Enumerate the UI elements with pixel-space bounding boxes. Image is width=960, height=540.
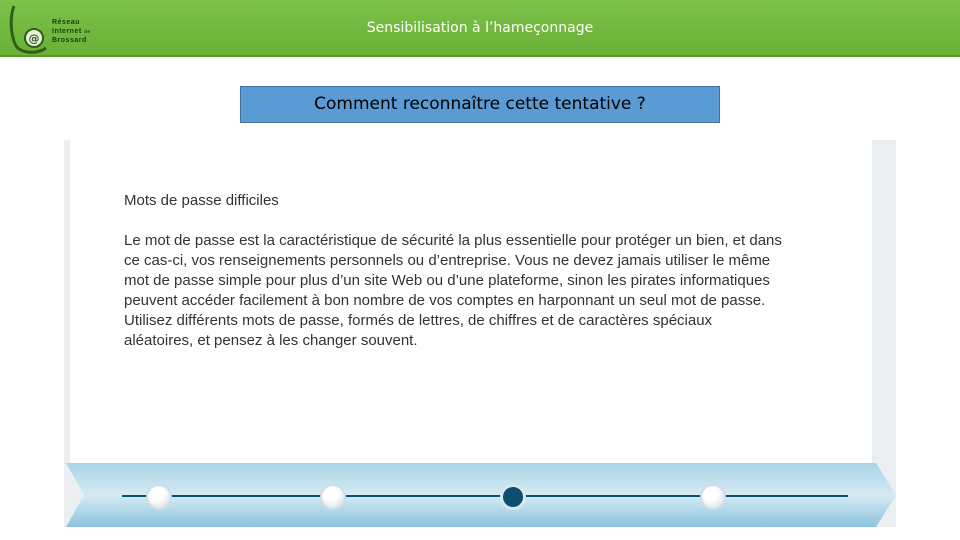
screenshot-body-text: Le mot de passe est la caractéristique de sécurité la plus essentielle pour protéger un bien, et dans ce cas-ci, vos renseignements personnels ou d’entreprise. Vous ne devez jamais utiliser le même mot de passe simple pour plus d’un site Web ou d’une plateforme, sinon les pirates informatiques peuvent accéder facilement à bon nombre de vos comptes en harponnant un seul mot de passe. Utilisez différents mots de passe, formés de lettres, de chiffres et de caractères spéciaux aléatoires, et pensez à les changer souvent. <box>124 232 782 349</box>
svg-text:@: @ <box>28 32 40 45</box>
header-bar <box>0 0 960 57</box>
progress-step-2[interactable] <box>320 484 346 510</box>
progress-step-4[interactable] <box>700 484 726 510</box>
progress-track <box>66 463 896 527</box>
question-box: Comment reconnaître cette tentative ? <box>240 86 720 123</box>
logo-line-2: Internet de <box>52 28 91 35</box>
slide-title: Sensibilisation à l’hameçonnage <box>366 20 594 36</box>
progress-arrow-shape <box>66 463 896 527</box>
logo-line-1: Réseau <box>52 19 80 26</box>
logo-line-3: Brossard <box>52 37 87 44</box>
screenshot-heading: Mots de passe difficiles <box>124 192 279 209</box>
progress-step-1[interactable] <box>146 484 172 510</box>
progress-step-3-active[interactable] <box>500 484 526 510</box>
